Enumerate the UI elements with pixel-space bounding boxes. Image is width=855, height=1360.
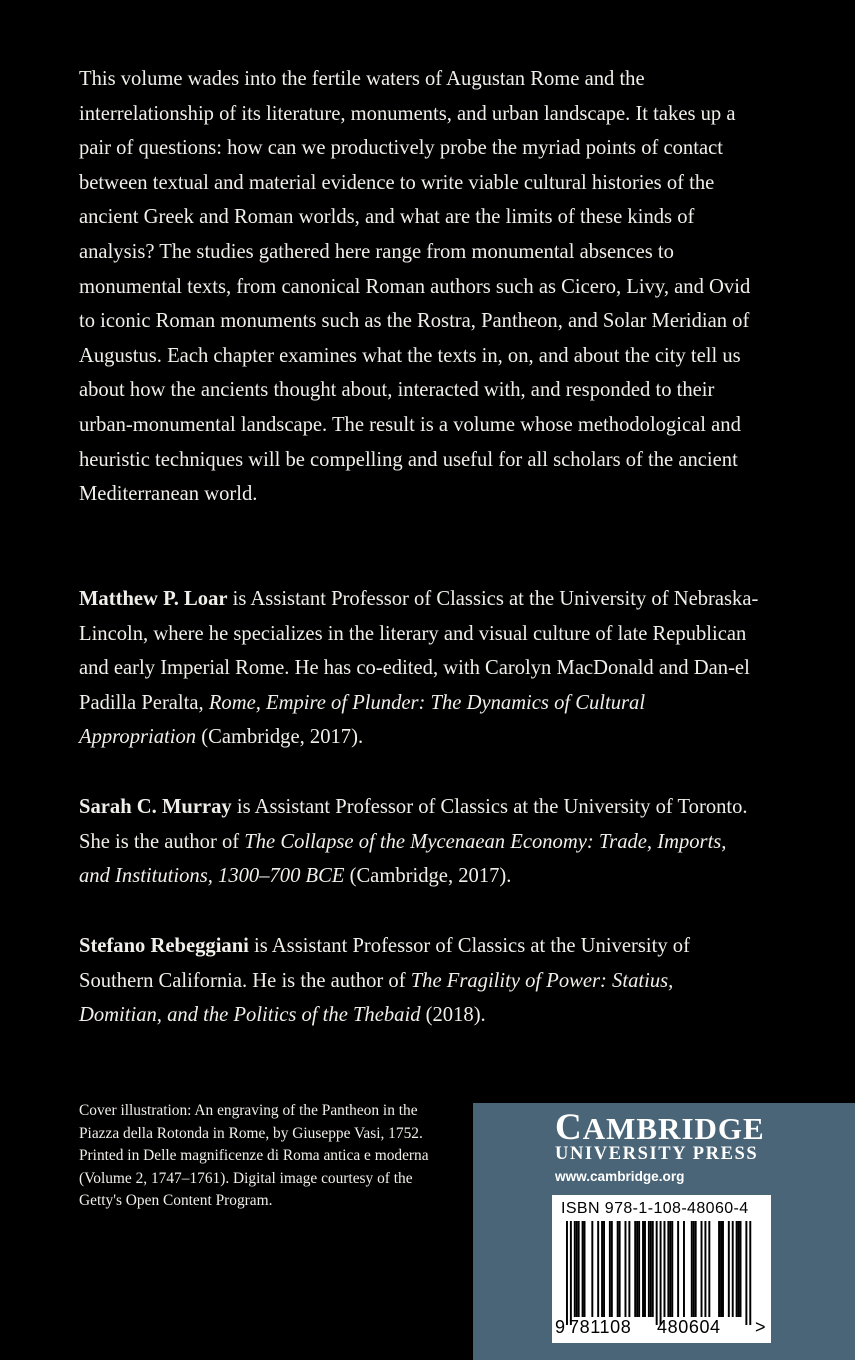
barcode-bar — [597, 1221, 599, 1317]
bio-text: (2018). — [420, 1004, 486, 1027]
barcode-digits-right: 480604 — [657, 1317, 721, 1337]
barcode-bar — [570, 1221, 572, 1325]
barcode-bar — [582, 1221, 584, 1317]
barcode-bar — [677, 1221, 679, 1317]
barcode-bar — [644, 1221, 646, 1317]
blurb-paragraph: This volume wades into the fertile waters of Augustan Rome and the interrelationship of its literature, monuments, and urban landscape. It takes up a pair of questions: how can we productively probe the myriad points of contact between textual and material evidence to write viable cultural histories of the ancient Greek and Roman worlds, and what are the limits of these kinds of analysis? The studies gathered here range from monumental absences to monumental texts, from canonical Roman authors such as Cicero, Livy, and Ovid to iconic Roman monuments such as the Rostra, Pantheon, and Solar Meridian of Augustus. Each chapter examines what the texts in, on, and about the city tell us about how the ancients thought about, interacted with, and responded to their urban-monumental landscape. The result is a volume whose methodological and heuristic techniques will be compelling and useful for all scholars of the ancient Mediterranean world. — [79, 68, 751, 506]
barcode-bar — [617, 1221, 619, 1317]
author-name: Matthew P. Loar — [79, 588, 228, 610]
isbn-label: ISBN 978-1-108-48060-4 — [561, 1200, 749, 1217]
barcode-bar — [578, 1221, 580, 1317]
barcode-bar — [740, 1221, 742, 1317]
barcode-bar — [619, 1221, 621, 1317]
barcode-bar — [708, 1221, 710, 1317]
barcode-bar — [603, 1221, 605, 1317]
book-title: The Fragility of Power: Statius, Domitian, and the Politics of the Thebaid — [79, 969, 674, 1027]
barcode-bar — [609, 1221, 611, 1317]
barcode-bar — [642, 1221, 644, 1317]
barcode-bar — [636, 1221, 638, 1317]
barcode-bar — [667, 1221, 669, 1317]
publisher-panel — [473, 1103, 855, 1360]
barcode-end-mark: > — [755, 1317, 766, 1337]
barcode-bar — [745, 1221, 747, 1325]
barcode-bar — [701, 1221, 703, 1317]
publisher-logo — [555, 1107, 765, 1148]
barcode-bar — [693, 1221, 695, 1317]
bio-text: is Assistant Professor of Classics at the University of Southern California. He is the author of — [79, 935, 690, 992]
barcode-bar — [683, 1221, 685, 1317]
author-name: Stefano Rebeggiani — [79, 935, 249, 957]
barcode-bar — [576, 1221, 578, 1317]
barcode-bar — [638, 1221, 640, 1317]
publisher-url: www.cambridge.org — [555, 1169, 685, 1184]
barcode-digits-left: 781108 — [569, 1317, 632, 1337]
publisher-name-rest: AMBRIDGE — [582, 1111, 765, 1146]
barcode-bar — [656, 1221, 658, 1325]
barcode-bar — [601, 1221, 603, 1317]
bio-text: (Cambridge, 2017). — [344, 865, 512, 888]
barcode-bar — [648, 1221, 650, 1317]
barcode-bar — [722, 1221, 724, 1317]
bio-matthew-loar — [79, 582, 759, 755]
cover-credit: Cover illustration: An engraving of the Pantheon in the Piazza della Rotonda in Rome, by Giuseppe Vasi, 1752. Printed in Delle magnificenze di Roma antica e moderna (Volume 2, 1747–1761). Digital image courtesy of the Getty's Open Content Program. — [79, 1102, 429, 1210]
barcode-bar — [728, 1221, 730, 1317]
barcode-bar — [650, 1221, 652, 1317]
barcode-bar — [732, 1221, 734, 1317]
barcode-digit-lead: 9 — [555, 1317, 566, 1337]
barcode-bar — [736, 1221, 738, 1317]
barcode-bar — [634, 1221, 636, 1317]
barcode-bar — [591, 1221, 593, 1317]
publisher-initial: C — [555, 1107, 583, 1148]
barcode-bar — [720, 1221, 722, 1317]
bio-text: is Assistant Professor of Classics at the University of Toronto. She is the author of — [79, 796, 748, 853]
barcode-bar — [611, 1221, 613, 1317]
barcode-bar — [691, 1221, 693, 1317]
bio-stefano-rebeggiani — [79, 929, 759, 1033]
barcode-bar — [664, 1221, 666, 1317]
barcode-bar — [738, 1221, 740, 1317]
barcode-bar — [749, 1221, 751, 1325]
barcode-bar — [566, 1221, 568, 1325]
author-name: Sarah C. Murray — [79, 796, 232, 818]
barcode-bar — [669, 1221, 671, 1317]
barcode-bar — [574, 1221, 576, 1317]
barcode-bar — [671, 1221, 673, 1317]
bio-text: is Assistant Professor of Classics at the University of Nebraska-Lincoln, where he specializes in the literary and visual culture of late Republican and early Imperial Rome. He has co-edited, with Carolyn MacDonald and Dan-el Padilla Peralta, — [79, 588, 759, 714]
book-title: Rome, Empire of Plunder: The Dynamics of Cultural Appropriation — [79, 691, 646, 749]
bio-sarah-murray — [79, 790, 759, 894]
barcode-bar — [718, 1221, 720, 1317]
barcode-bar — [652, 1221, 654, 1317]
barcode-bar — [704, 1221, 706, 1317]
barcode-bar — [628, 1221, 630, 1317]
barcode-bar — [695, 1221, 697, 1317]
publisher-press-label: UNIVERSITY PRESS — [555, 1144, 759, 1164]
book-title: The Collapse of the Mycenaean Economy: Trade, Imports, and Institutions, 1300–700 BCE — [79, 830, 727, 888]
bio-text: (Cambridge, 2017). — [196, 726, 364, 749]
isbn-barcode — [552, 1195, 771, 1343]
barcode-bar — [660, 1221, 662, 1325]
barcode-bar — [625, 1221, 627, 1317]
barcode-bar — [584, 1221, 586, 1317]
